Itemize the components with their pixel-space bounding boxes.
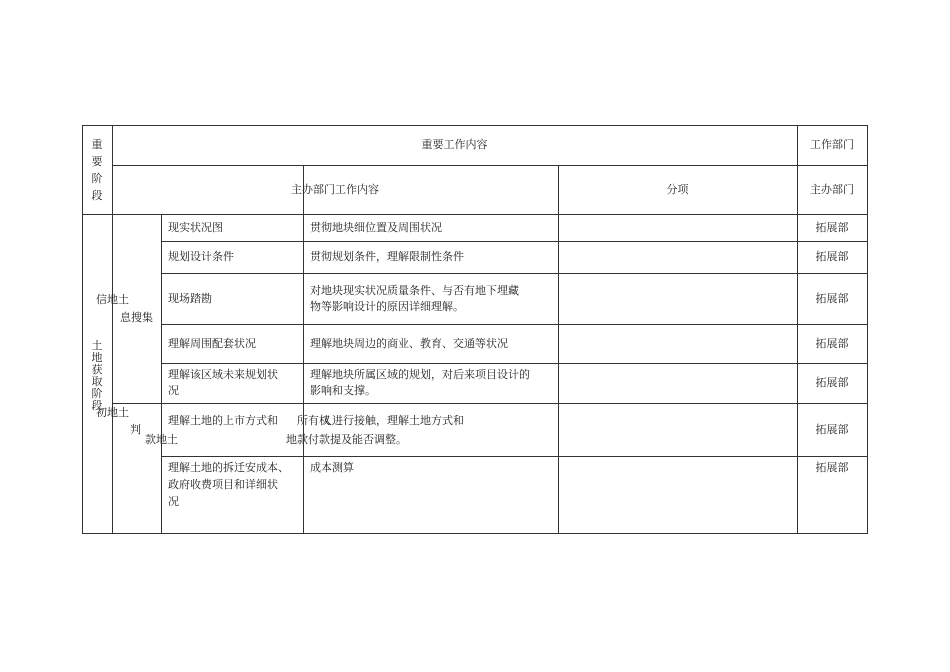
row-5-task-line-1: 理解该区域未来规划状	[168, 368, 278, 381]
row-5-detail-line-2: 影响和支撑。	[310, 384, 376, 397]
header-main-content: 主办部门工作内容	[291, 183, 379, 196]
group-judge-label-a: 初地土	[96, 406, 129, 419]
row-5-dept: 拓展部	[815, 376, 849, 389]
row-1-detail: 贯彻地块细位置及周围状况	[310, 221, 442, 234]
row-7-detail: 成本测算	[310, 461, 354, 474]
row-3-detail-line-1: 对地块现实状况质量条件、与否有地下埋藏	[310, 284, 519, 297]
header-content: 重要工作内容	[421, 138, 488, 151]
row-divider-6	[161, 456, 868, 457]
row-divider-4	[161, 363, 868, 364]
row-7-task-line-3: 况	[168, 495, 179, 508]
row-1-dept: 拓展部	[815, 221, 849, 234]
header-item: 分项	[666, 183, 689, 196]
table-border-left	[82, 125, 83, 534]
row-4-task: 理解周围配套状况	[168, 337, 256, 350]
row-5-detail-line-1: 理解地块所属区域的规划，对后来项目设计的	[310, 368, 530, 381]
row-divider-2	[161, 273, 868, 274]
row-6-detail-line-3: 地款付款提及能否调整。	[286, 433, 407, 446]
row-6-dept: 拓展部	[815, 423, 849, 436]
row-4-detail: 理解地块周边的商业、教育、交通等状况	[310, 337, 508, 350]
row-6-detail-line-1: 人进行接触，理解土地方式和	[321, 414, 464, 427]
table-border-top	[82, 125, 868, 126]
row-1-task: 现实状况图	[168, 221, 223, 234]
row-7-task-line-1: 理解土地的拆迁安成本、	[168, 461, 289, 474]
table-border-bottom	[82, 533, 868, 534]
header-stage: 重要阶段	[91, 138, 103, 202]
row-3-dept: 拓展部	[815, 292, 849, 305]
group-judge-label-b: 判	[130, 423, 141, 436]
row-4-dept: 拓展部	[815, 337, 849, 350]
row-divider-5	[112, 403, 868, 404]
row-divider-3	[161, 324, 868, 325]
table-border-right	[867, 125, 868, 534]
row-3-task: 现场踏勘	[168, 292, 212, 305]
row-2-dept: 拓展部	[815, 250, 849, 263]
header-dept: 工作部门	[810, 138, 854, 151]
row-3-detail-line-2: 物等影响设计的原因详细理解。	[310, 300, 464, 313]
row-2-task: 规划设计条件	[168, 250, 234, 263]
col-divider-item	[558, 165, 559, 534]
header-divider-1	[112, 165, 868, 166]
row-divider-1	[161, 241, 868, 242]
header-divider-2	[82, 214, 868, 215]
col-divider-group	[161, 214, 162, 534]
row-7-task-line-2: 政府收费项目和详细状	[168, 478, 278, 491]
row-6-task-line-2: 所有权	[297, 414, 330, 427]
header-main-dept: 主办部门	[810, 183, 854, 196]
row-6-task-line-1: 理解土地的上市方式和	[168, 414, 278, 427]
group-info-label-a: 信地土	[96, 293, 129, 306]
col-divider-task	[303, 165, 304, 534]
stage-label: 土地获取阶段	[91, 339, 103, 412]
row-7-dept: 拓展部	[815, 461, 849, 474]
row-2-detail: 贯彻规划条件，理解限制性条件	[310, 250, 464, 263]
group-info-label-b: 息搜集	[120, 311, 153, 324]
group-judge-label-c: 款地土	[145, 433, 178, 446]
row-5-task-line-2: 况	[168, 384, 179, 397]
